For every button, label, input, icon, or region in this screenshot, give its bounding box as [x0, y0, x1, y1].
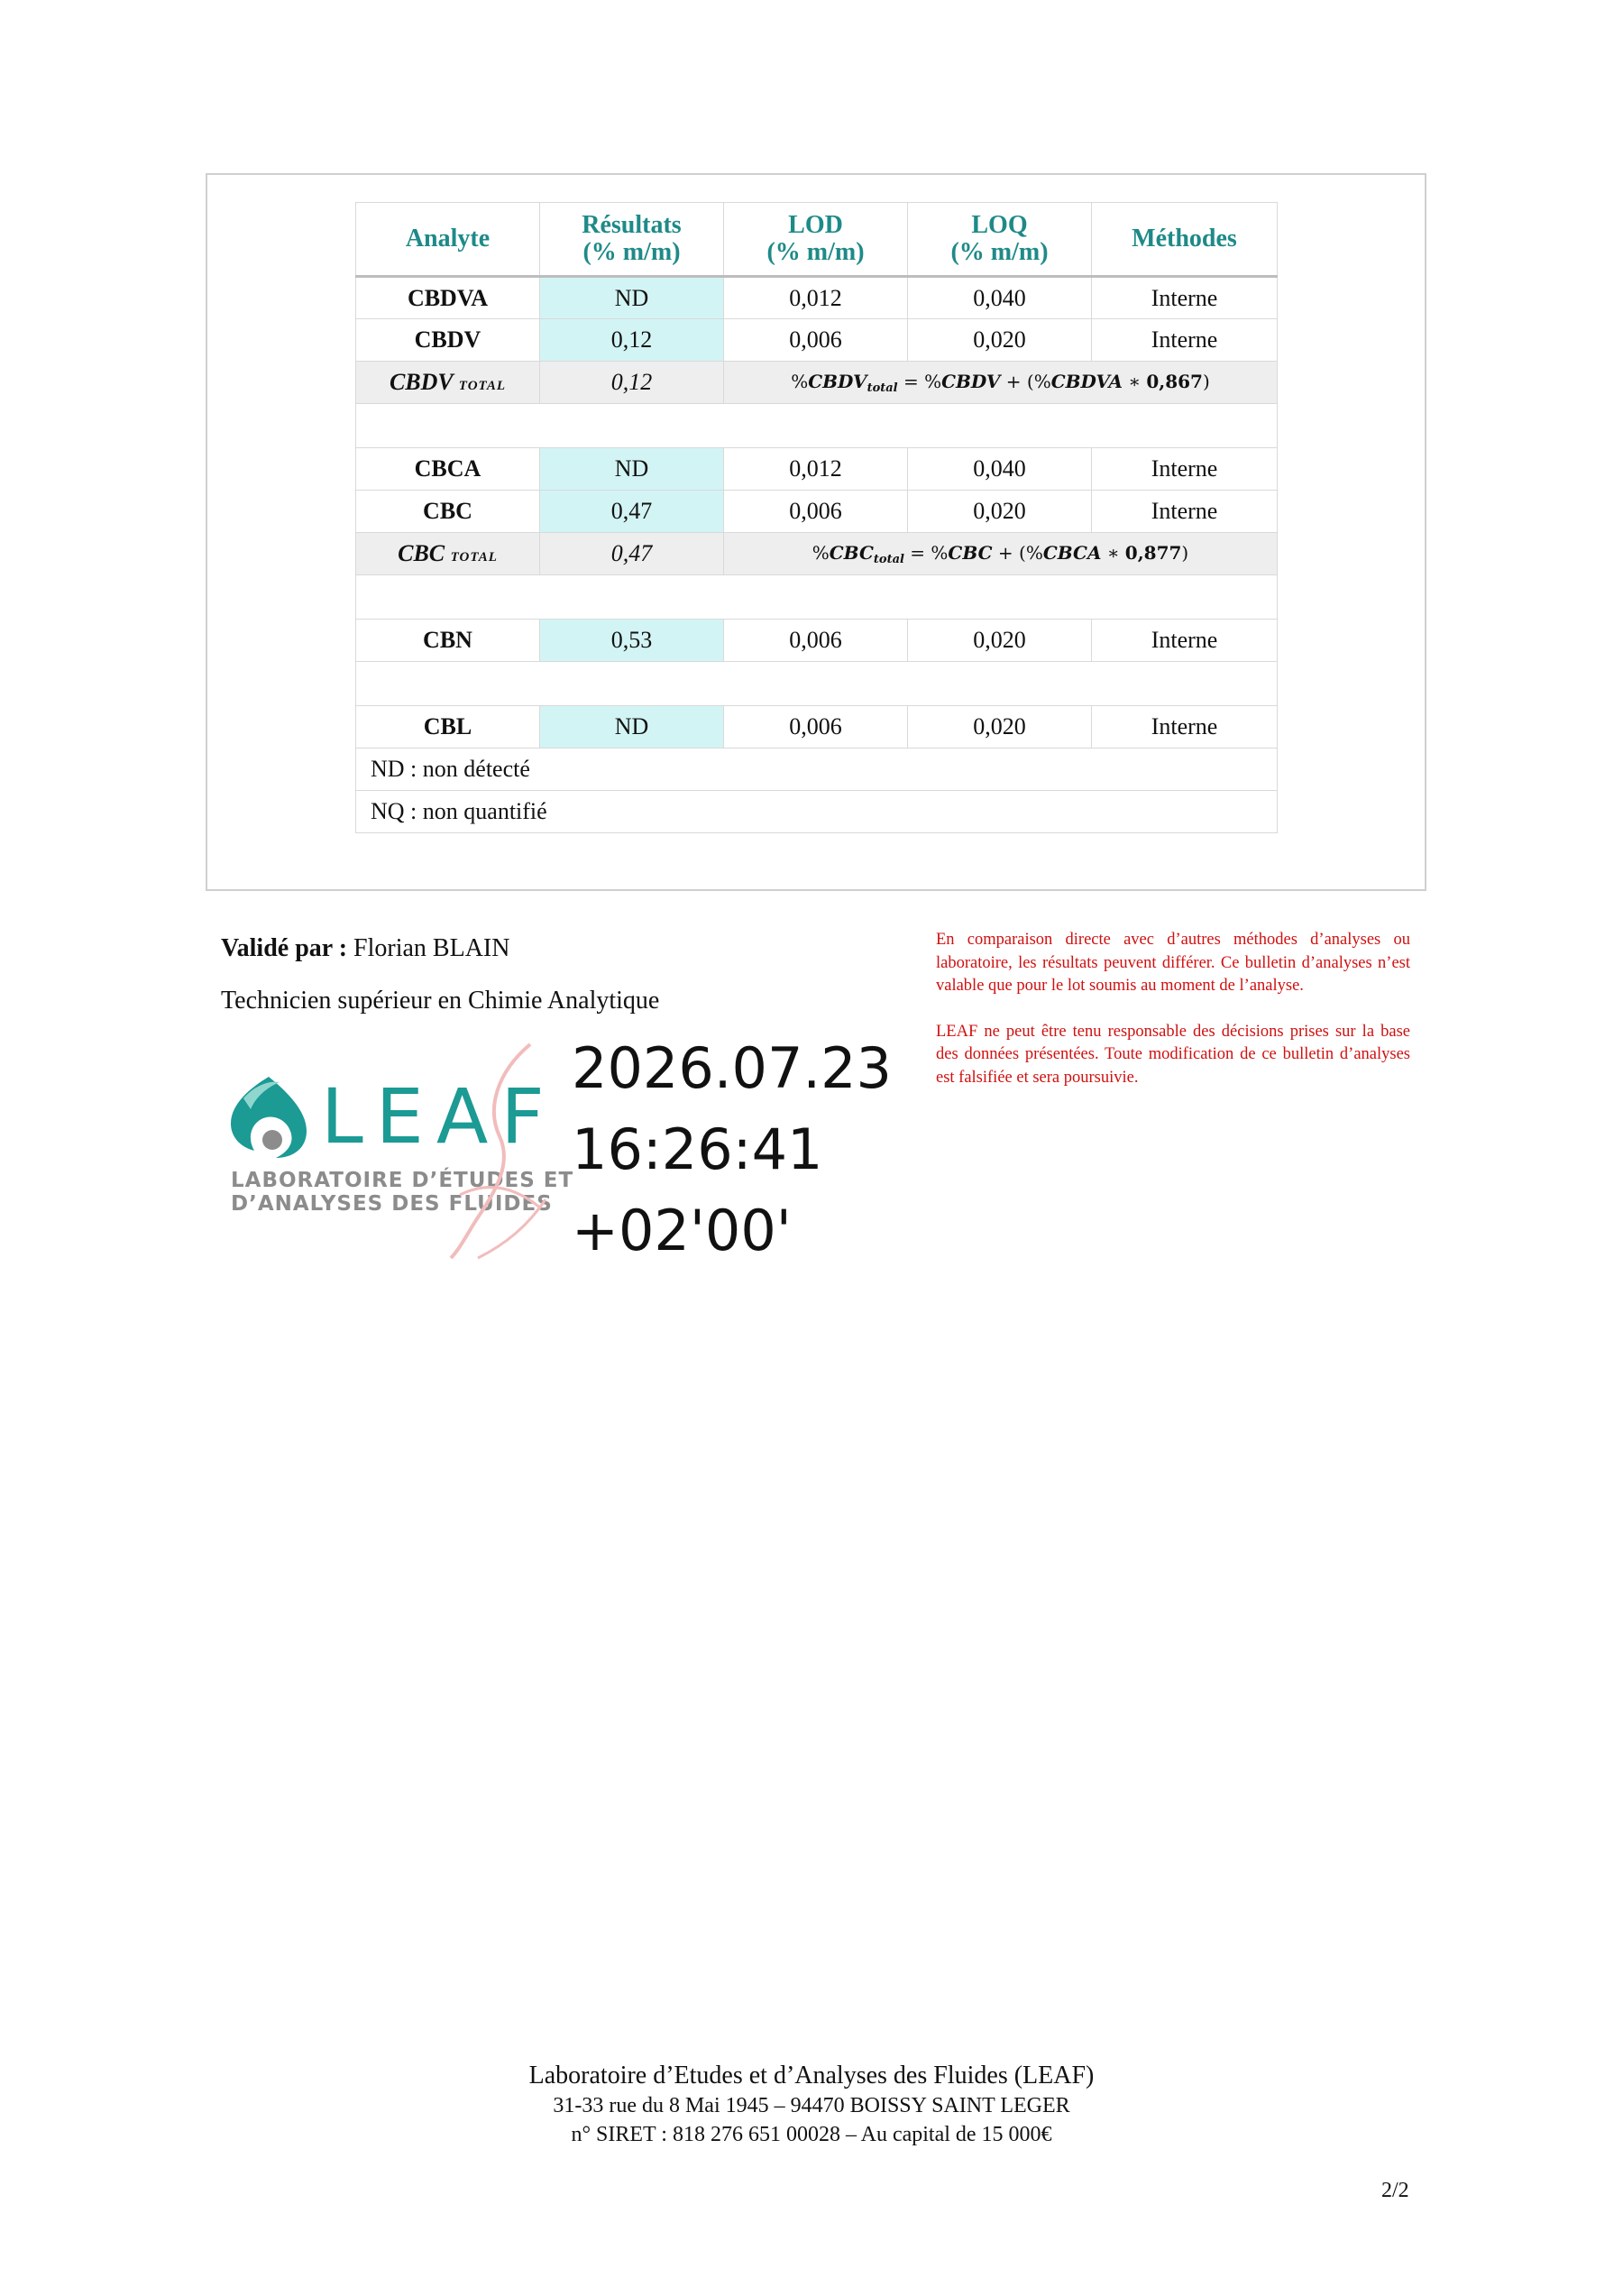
analyte-name: CBDVA: [356, 277, 540, 319]
analyte-result: 0,47: [540, 491, 724, 533]
analyte-name: CBL: [356, 706, 540, 748]
analyte-method: Interne: [1092, 706, 1278, 748]
validated-by: [221, 934, 509, 963]
stamp-time: 16:26:41: [572, 1116, 823, 1182]
header-results: Résultats (% m/m): [540, 203, 724, 277]
analyte-method: Interne: [1092, 448, 1278, 491]
header-analyte: Analyte: [356, 203, 540, 277]
signature-mark: [442, 1037, 550, 1263]
page-number: 2/2: [1381, 2179, 1409, 2202]
total-result: 0,47: [540, 533, 724, 575]
analyte-loq: 0,020: [908, 491, 1092, 533]
analyte-loq: 0,020: [908, 620, 1092, 662]
footer-siret: n° SIRET : 818 276 651 00028 – Au capital de 15 000€: [571, 2123, 1052, 2146]
disclaimer-paragraph: En comparaison directe avec d’autres méthodes d’analyses ou laboratoire, les résultats peuvent différer. Ce bulletin d’analyses n’est valable que pour le lot soumis au moment de l’analyse.: [936, 931, 1410, 995]
validator-title: Technicien supérieur en Chimie Analytique: [221, 987, 660, 1015]
note-nq: NQ : non quantifié: [356, 791, 1278, 833]
analyte-lod: 0,006: [724, 319, 908, 362]
analyte-lod: 0,006: [724, 491, 908, 533]
header-methods: Méthodes: [1092, 203, 1278, 277]
note-row: [356, 748, 1278, 791]
analyte-name: CBC: [356, 491, 540, 533]
spacer-cell: [356, 404, 1278, 448]
analyte-lod: 0,012: [724, 277, 908, 319]
analyte-loq: 0,040: [908, 448, 1092, 491]
total-result: 0,12: [540, 362, 724, 404]
analyte-lod: 0,006: [724, 620, 908, 662]
header-loq: LOQ (% m/m): [908, 203, 1092, 277]
analyte-lod: 0,012: [724, 448, 908, 491]
note-row: [356, 791, 1278, 833]
disclaimer-paragraph: LEAF ne peut être tenu responsable des décisions prises sur la base des données présentées. Toute modification de ce bulletin d’analyses est falsifiée et sera poursuivie.: [936, 1022, 1410, 1087]
spacer-cell: [356, 575, 1278, 620]
table-row: [356, 277, 1278, 319]
analyte-method: Interne: [1092, 319, 1278, 362]
total-name: CBDV TOTAL: [356, 362, 540, 404]
total-formula: $\%CBC_{total} = \%CBC$ + (%CBCA ∗ 0,877): [724, 533, 1278, 575]
spacer-row: [356, 404, 1278, 448]
validator-name: Florian BLAIN: [347, 934, 510, 962]
total-row: [356, 362, 1278, 404]
total-row: [356, 533, 1278, 575]
analyte-result: 0,53: [540, 620, 724, 662]
table-row: [356, 319, 1278, 362]
analyte-name: CBCA: [356, 448, 540, 491]
analyte-result: ND: [540, 277, 724, 319]
spacer-row: [356, 662, 1278, 706]
spacer-cell: [356, 662, 1278, 706]
footer-address: 31-33 rue du 8 Mai 1945 – 94470 BOISSY SAINT LEGER: [553, 2094, 1070, 2117]
analyte-result: ND: [540, 706, 724, 748]
analyte-method: Interne: [1092, 491, 1278, 533]
signature-timestamp: [572, 1028, 892, 1272]
analyte-loq: 0,040: [908, 277, 1092, 319]
logo-subtitle: LABORATOIRE D’ÉTUDES ET D’ANALYSES DES FLUIDES: [231, 1169, 574, 1216]
analyte-name: CBN: [356, 620, 540, 662]
analyte-method: Interne: [1092, 620, 1278, 662]
spacer-row: [356, 575, 1278, 620]
table-row: [356, 448, 1278, 491]
table-row: [356, 706, 1278, 748]
total-name: CBC TOTAL: [356, 533, 540, 575]
results-table: [355, 202, 1278, 833]
analyte-method: Interne: [1092, 277, 1278, 319]
table-row: [356, 491, 1278, 533]
table-row: [356, 620, 1278, 662]
header-lod: LOD (% m/m): [724, 203, 908, 277]
stamp-date: 2026.07.23: [572, 1035, 892, 1101]
leaf-drop-icon: [224, 1071, 314, 1162]
stamp-timezone: +02'00': [572, 1198, 792, 1263]
analyte-lod: 0,006: [724, 706, 908, 748]
analyte-result: ND: [540, 448, 724, 491]
footer-lab-name: Laboratoire d’Etudes et d’Analyses des Fluides (LEAF): [528, 2062, 1095, 2089]
validated-by-label: Validé par :: [221, 934, 348, 962]
analyte-name: CBDV: [356, 319, 540, 362]
disclaimer: [936, 929, 1410, 1112]
note-nd: ND : non détecté: [356, 748, 1278, 791]
analyte-result: 0,12: [540, 319, 724, 362]
analyte-loq: 0,020: [908, 706, 1092, 748]
table-header-row: [356, 203, 1278, 277]
total-formula: $\%CBDV_{total}$ = %CBDV + (%CBDVA ∗ 0,867): [724, 362, 1278, 404]
analyte-loq: 0,020: [908, 319, 1092, 362]
logo-word: LEAF: [321, 1072, 557, 1161]
